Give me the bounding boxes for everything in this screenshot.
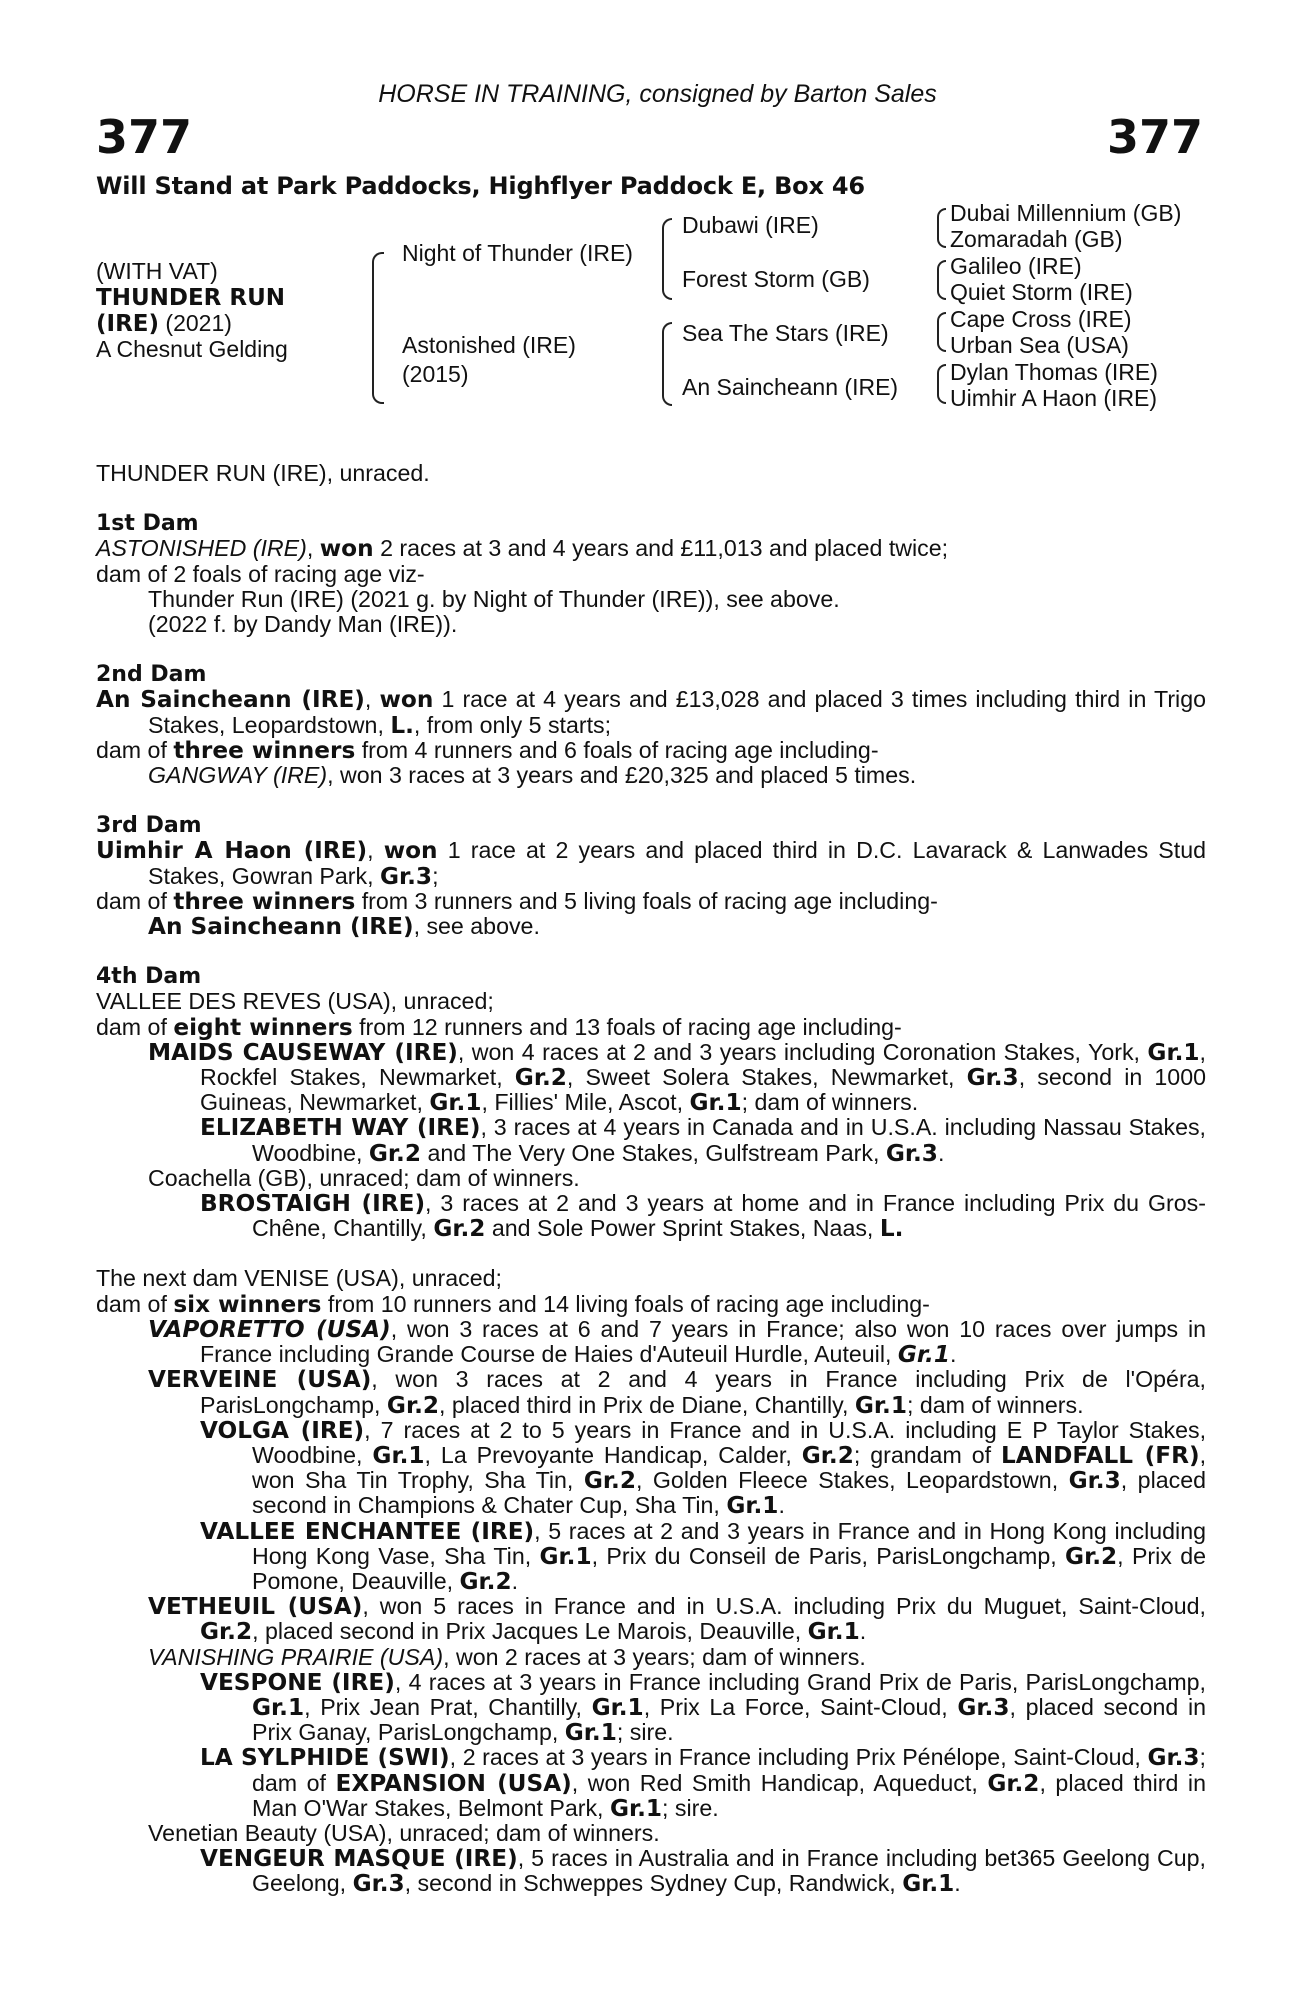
pedigree-g3-4: Quiet Storm (IRE) bbox=[950, 279, 1133, 305]
horse-description: A Chesnut Gelding bbox=[96, 336, 288, 362]
produce-coachella: Coachella (GB), unraced; dam of winners. bbox=[148, 1164, 580, 1191]
horse-name: THUNDER RUN bbox=[96, 285, 286, 311]
produce-venetian-beauty: Venetian Beauty (USA), unraced; dam of winners. bbox=[148, 1819, 660, 1846]
third-dam-record: Uimhir A Haon (IRE), won 1 race at 2 years and placed third in D.C. Lavarack & Lanwades Stud Stakes, Gowran Park, Gr.3; bbox=[96, 837, 1207, 890]
pedigree-g3-1: Dubai Millennium (GB) bbox=[950, 200, 1182, 226]
pedigree-brace-g78 bbox=[937, 364, 946, 404]
fourth-dam-record: VALLEE DES REVES (USA), unraced; bbox=[96, 988, 494, 1015]
second-dam-produce-1: GANGWAY (IRE), won 3 races at 3 years and £20,325 and placed 5 times. bbox=[148, 762, 917, 789]
horse-country-year: (IRE) (2021) bbox=[96, 310, 232, 337]
produce-volga: VOLGA (IRE), 7 races at 2 to 5 years in France and in U.S.A. including E P Taylor Stakes, Woodbine, Gr.1, La Prevoyante Handicap, Calder, Gr.2; grandam of LANDFALL (FR), won Sha Tin Trophy, Sha Tin, Gr.2, Golden Fleece Stakes, Leopardstown, Gr.3, placed second in Champions & Chater Cup, Sha Tin, Gr.1. bbox=[200, 1416, 1207, 1520]
first-dam-foal-1: Thunder Run (IRE) (2021 g. by Night of Thunder (IRE)), see above. bbox=[148, 585, 840, 612]
pedigree-g3-6: Urban Sea (USA) bbox=[950, 332, 1129, 358]
pedigree-g3-7: Dylan Thomas (IRE) bbox=[950, 359, 1158, 385]
first-dam-record: ASTONISHED (IRE), won 2 races at 3 and 4 years and £11,013 and placed twice; bbox=[96, 535, 949, 563]
pedigree-brace-g34 bbox=[937, 260, 946, 300]
pedigree-sire-dam: Forest Storm (GB) bbox=[682, 266, 870, 292]
pedigree-dam: Astonished (IRE) bbox=[402, 332, 576, 358]
pedigree-dam-year: (2015) bbox=[402, 361, 469, 387]
produce-vespone: VESPONE (IRE), 4 races at 3 years in France including Grand Prix de Paris, ParisLongchamp, Gr.1, Prix Jean Prat, Chantilly, Gr.1, Prix La Force, Saint-Cloud, Gr.3, placed second in Prix Ganay, ParisLongchamp, Gr.1; sire. bbox=[200, 1668, 1206, 1747]
second-dam-record: An Saincheann (IRE), won 1 race at 4 years and £13,028 and placed 3 times including third in Trigo Stakes, Leopardstown, L., from only 5 starts; bbox=[96, 686, 1206, 739]
pedigree-g3-2: Zomaradah (GB) bbox=[950, 226, 1123, 252]
pedigree-brace-main bbox=[372, 252, 384, 404]
produce-vallee-enchantee: VALLEE ENCHANTEE (IRE), 5 races at 2 and 3 years in France and in Hong Kong including Hong Kong Vase, Sha Tin, Gr.1, Prix du Conseil de Paris, ParisLongchamp, Gr.2, Prix de Pomone, Deauville, Gr.2. bbox=[200, 1517, 1207, 1595]
produce-vanishing-prairie: VANISHING PRAIRIE (USA), won 2 races at 3 years; dam of winners. bbox=[148, 1643, 866, 1670]
fourth-dam-heading: 4th Dam bbox=[96, 964, 202, 990]
produce-brostaigh: BROSTAIGH (IRE), 3 races at 2 and 3 years at home and in France including Prix du Gros-Chêne, Chantilly, Gr.2 and Sole Power Sprint Stakes, Naas, L. bbox=[200, 1190, 1206, 1243]
produce-vetheuil: VETHEUIL (USA), won 5 races in France and in U.S.A. including Prix du Muguet, Saint-Cloud, Gr.2, placed second in Prix Jacques Le Marois, Deauville, Gr.1. bbox=[148, 1593, 1206, 1646]
third-dam-produce-1: An Saincheann (IRE), see above. bbox=[148, 913, 540, 941]
pedigree-g3-5: Cape Cross (IRE) bbox=[950, 306, 1132, 332]
fourth-dam-produce-intro: dam of eight winners from 12 runners and 13 foals of racing age including- bbox=[96, 1013, 902, 1041]
pedigree-g3-8: Uimhir A Haon (IRE) bbox=[950, 385, 1158, 411]
produce-maids-causeway: MAIDS CAUSEWAY (IRE), won 4 races at 2 and 3 years including Coronation Stakes, York, Gr.1, Rockfel Stakes, Newmarket, Gr.2, Sweet Solera Stakes, Newmarket, Gr.3, second in 1000 Guineas, Newmarket, Gr.1, Fillies' Mile, Ascot, Gr.1; dam of winners. bbox=[148, 1038, 1206, 1117]
first-dam-foals-intro: dam of 2 foals of racing age viz- bbox=[96, 560, 425, 587]
pedigree-brace-dam bbox=[662, 322, 672, 406]
produce-verveine: VERVEINE (USA), won 3 races at 2 and 4 years in France including Prix de l'Opéra, ParisLongchamp, Gr.2, placed third in Prix de Diane, Chantilly, Gr.1; dam of winners. bbox=[148, 1366, 1206, 1419]
pedigree-dam-dam: An Saincheann (IRE) bbox=[682, 374, 899, 400]
produce-vengeur-masque: VENGEUR MASQUE (IRE), 5 races in Australia and in France including bet365 Geelong Cup, Geelong, Gr.3, second in Schweppes Sydney Cup, Randwick, Gr.1. bbox=[200, 1845, 1206, 1898]
third-dam-produce-intro: dam of three winners from 3 runners and 5 living foals of racing age including- bbox=[96, 887, 938, 915]
first-dam-heading: 1st Dam bbox=[96, 511, 199, 537]
pedigree-g3-3: Galileo (IRE) bbox=[950, 253, 1082, 279]
produce-vaporetto: VAPORETTO (USA), won 3 races at 6 and 7 years in France; also won 10 races over jumps in France including Grande Course de Haies d'Auteuil Hurdle, Auteuil, Gr.1. bbox=[148, 1315, 1206, 1369]
pedigree-sire-sire: Dubawi (IRE) bbox=[682, 212, 819, 238]
consignment-header: HORSE IN TRAINING, consigned by Barton Sales bbox=[378, 80, 937, 108]
next-dam-produce-intro: dam of six winners from 10 runners and 14 living foals of racing age including- bbox=[96, 1290, 930, 1318]
second-dam-heading: 2nd Dam bbox=[96, 662, 207, 688]
race-record-summary: THUNDER RUN (IRE), unraced. bbox=[96, 460, 430, 486]
produce-elizabeth-way: ELIZABETH WAY (IRE), 3 races at 4 years in Canada and in U.S.A. including Nassau Stakes, Woodbine, Gr.2 and The Very One Stakes, Gulfstream Park, Gr.3. bbox=[200, 1114, 1206, 1167]
second-dam-produce-intro: dam of three winners from 4 runners and 6 foals of racing age including- bbox=[96, 736, 879, 764]
vat-note: (WITH VAT) bbox=[96, 258, 218, 284]
pedigree-brace-g56 bbox=[937, 312, 946, 352]
produce-la-sylphide: LA SYLPHIDE (SWI), 2 races at 3 years in France including Prix Pénélope, Saint-Cloud, Gr.3; dam of EXPANSION (USA), won Red Smith Handicap, Aqueduct, Gr.2, placed third in Man O'War Stakes, Belmont Park, Gr.1; sire. bbox=[200, 1744, 1206, 1822]
third-dam-heading: 3rd Dam bbox=[96, 813, 202, 839]
stabling-location: Will Stand at Park Paddocks, Highflyer Paddock E, Box 46 bbox=[96, 172, 865, 200]
next-dam-record: The next dam VENISE (USA), unraced; bbox=[96, 1265, 502, 1292]
pedigree-sire: Night of Thunder (IRE) bbox=[402, 240, 633, 266]
pedigree-brace-sire bbox=[662, 218, 672, 300]
lot-number-left: 377 bbox=[96, 110, 193, 164]
first-dam-foal-2: (2022 f. by Dandy Man (IRE)). bbox=[148, 611, 458, 638]
catalogue-body bbox=[96, 461, 1206, 1897]
lot-number-right: 377 bbox=[1106, 110, 1203, 164]
pedigree-dam-sire: Sea The Stars (IRE) bbox=[682, 320, 889, 346]
pedigree-brace-g12 bbox=[937, 208, 946, 248]
